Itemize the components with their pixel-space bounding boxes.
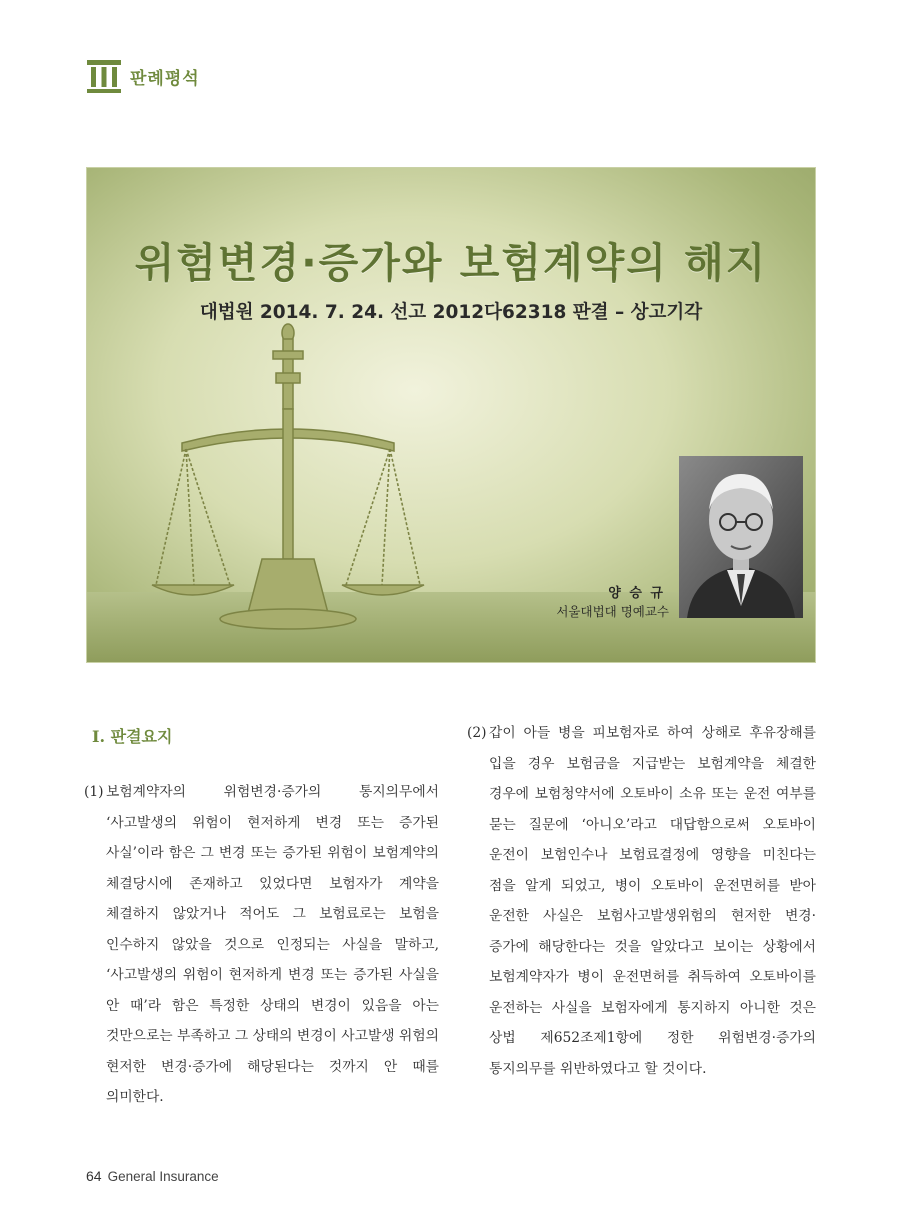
page-footer xyxy=(86,1168,219,1184)
section-label: 판례평석 xyxy=(130,68,200,89)
title-banner xyxy=(86,167,816,663)
paragraph-item xyxy=(84,777,439,1113)
publication-name: General Insurance xyxy=(107,1169,219,1184)
paragraph-text: 갑이 아들 병을 피보험자로 하여 상해로 후유장해를 입을 경우 보험금을 지급받는 보험계약을 체결한 경우에 보험청약서에 오토바이 소유 또는 운전 여부를 묻는 질문에 ‘아니오’라고 대답함으로써 오토바이 운전이 보험인수나 보험료결정에 영향을 미친다는 점을 알게 되었고, 병이 오토바이 운전면허를 받아 운전한 사실은 보험사고발생위험의 현저한 변경·증가에 해당한다는 것을 알았다고 보이는 상황에서 보험계약자가 병이 운전면허를 취득하여 오토바이를 운전하는 사실을 보험자에게 통지하지 아니한 것은 상법 제652조제1항에 정한 위험변경·증가의 통지의무를 위반하였다고 할 것이다. xyxy=(489,725,816,1077)
paragraph-item xyxy=(467,718,816,1084)
paragraph-text: 보험계약자의 위험변경·증가의 통지의무에서 ‘사고발생의 위험이 현저하게 변경 또는 증가된 사실’이라 함은 그 변경 또는 증가된 위험이 보험계약의 체결당시에 존재하고 있었다면 보험자가 계약을 체결하지 않았거나 적어도 그 보험료로는 보험을 인수하지 않았을 것으로 인정되는 사실을 말하고, ‘사고발생의 위험이 현저하게 변경 또는 증가된 사실을 안 때’라 함은 특정한 상태의 변경이 있음을 아는 것만으로는 부족하고 그 상태의 변경이 사고발생 위험의 현저한 변경·증가에 해당된다는 것까지 안 때를 의미한다. xyxy=(106,784,439,1105)
article-title: 위험변경·증가와 보험계약의 해지 xyxy=(134,239,768,287)
section-heading: Ⅰ. 판결요지 xyxy=(92,727,173,746)
author-affiliation: 서울대법대 명예교수 xyxy=(556,604,669,619)
author-portrait xyxy=(679,456,803,618)
scale-of-justice-icon xyxy=(142,323,442,663)
pillars-icon xyxy=(86,58,122,94)
article-subtitle: 대법원 2014. 7. 24. 선고 2012다62318 판결 – 상고기각 xyxy=(199,302,703,323)
author-name: 양 승 규 xyxy=(608,586,665,601)
item-number: (1) xyxy=(84,784,104,800)
section-header xyxy=(86,58,200,94)
page-number: 64 xyxy=(86,1168,102,1184)
item-number: (2) xyxy=(467,725,487,741)
